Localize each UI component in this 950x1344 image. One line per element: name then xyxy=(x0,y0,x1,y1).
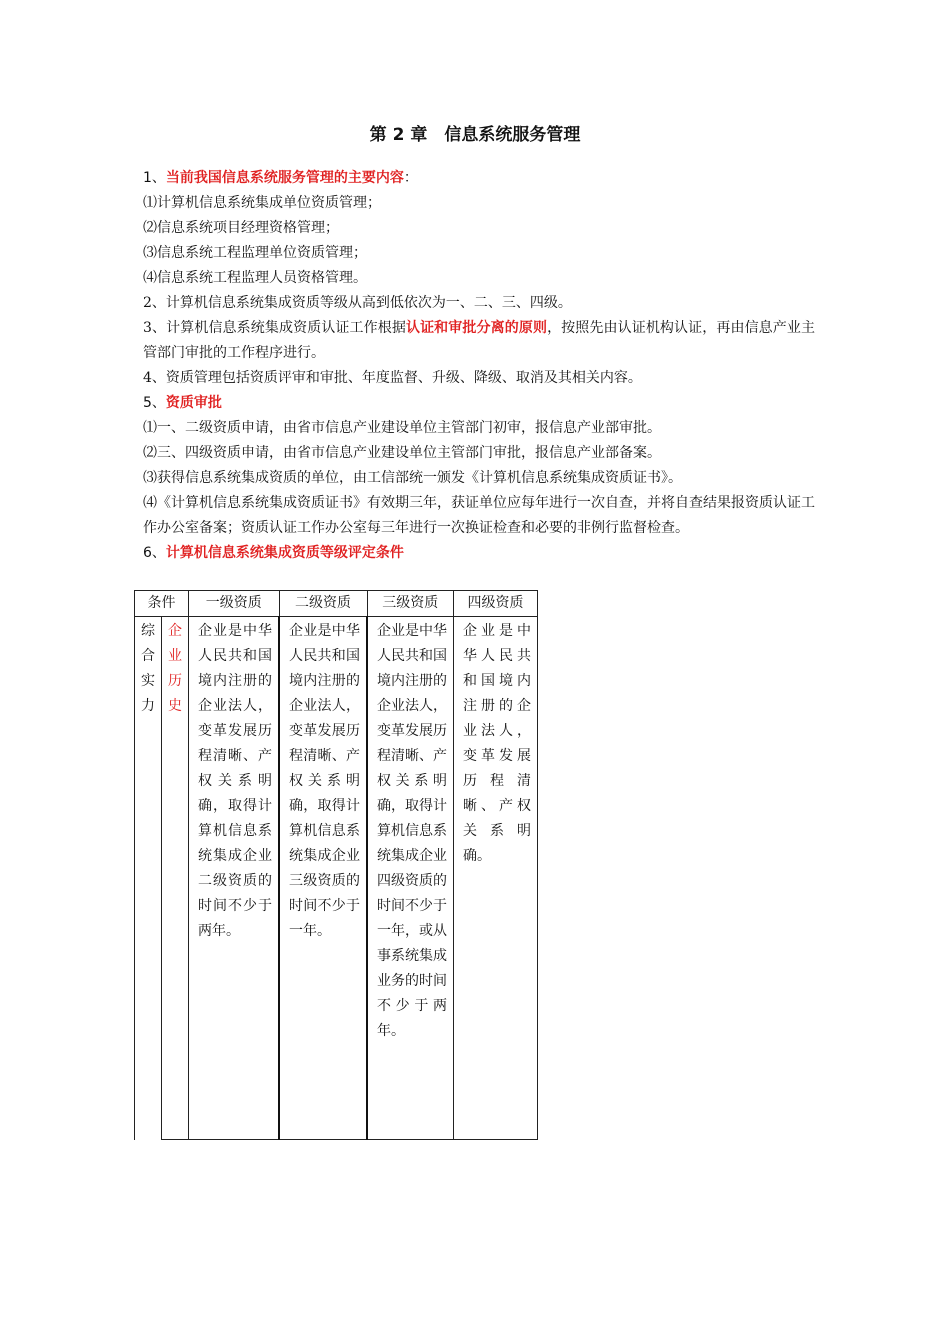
row-category xyxy=(135,617,162,1140)
item-1d: ⑷信息系统工程监理人员资格管理。 xyxy=(143,270,367,286)
item-2: 2、计算机信息系统集成资质等级从高到低依次为一、二、三、四级。 xyxy=(143,295,572,311)
item-number: 5、 xyxy=(143,395,166,411)
item-4: 4、资质管理包括资质评审和审批、年度监督、升级、降级、取消及其相关内容。 xyxy=(143,370,642,386)
item-punct: ： xyxy=(403,170,418,186)
header-level-1: 一级资质 xyxy=(189,591,280,617)
cell-level-2: 企业是中华人民共和国境内注册的企业法人，变革发展历程清晰、产权关系明确，取得计算机信息系统集成企业三级资质的时间不少于一年。 xyxy=(279,617,367,1140)
table-header-row xyxy=(135,591,538,617)
item-3 xyxy=(143,316,815,366)
item-5c: ⑶获得信息系统集成资质的单位，由工信部统一颁发《计算机信息系统集成资质证书》。 xyxy=(143,470,682,486)
row-category-text: 综合实力 xyxy=(141,623,155,714)
item-number: 1、 xyxy=(143,170,166,186)
cell-level-4: 企业是中华人民共和国境内注册的企业法人，变革发展历程清晰、产权关系明确。 xyxy=(454,617,538,1140)
item-6-highlight: 计算机信息系统集成资质等级评定条件 xyxy=(165,545,404,561)
item-5b: ⑵三、四级资质申请，由省市信息产业建设单位主管部门审批，报信息产业部备案。 xyxy=(143,445,661,461)
page-title: 第 2 章 信息系统服务管理 xyxy=(369,125,581,145)
item-5d: ⑷《计算机信息系统集成资质证书》有效期三年，获证单位应每年进行一次自查，并将自查结果报资质认证工作办公室备案；资质认证工作办公室每三年进行一次换证检查和必要的非例行监督检查。 xyxy=(143,495,815,536)
item-1-highlight: 当前我国信息系统服务管理的主要内容 xyxy=(165,170,404,186)
item-number: 6、 xyxy=(143,545,166,561)
document-body xyxy=(143,166,815,566)
item-3-post: ，按照先由认证机构认证，再由信息产业主管部门审批的工作程序进行。 xyxy=(143,320,816,361)
cell-level-3: 企业是中华人民共和国境内注册的企业法人，变革发展历程清晰、产权关系明确，取得计算机信息系统集成企业四级资质的时间不少于一年，或从事系统集成业务的时间不少于两年。 xyxy=(367,617,454,1140)
item-1b: ⑵信息系统项目经理资格管理； xyxy=(143,220,339,236)
item-5a: ⑴一、二级资质申请，由省市信息产业建设单位主管部门初审，报信息产业部审批。 xyxy=(143,420,661,436)
item-1a: ⑴计算机信息系统集成单位资质管理； xyxy=(143,195,381,211)
table-row xyxy=(135,617,538,1140)
item-3-pre: 3、计算机信息系统集成资质认证工作根据 xyxy=(143,320,406,336)
item-6-heading xyxy=(143,541,815,566)
item-5-heading xyxy=(143,391,815,416)
row-subcategory xyxy=(162,617,189,1140)
item-3-highlight: 认证和审批分离的原则 xyxy=(405,320,548,336)
qualification-table xyxy=(134,590,538,1140)
item-1c: ⑶信息系统工程监理单位资质管理； xyxy=(143,245,367,261)
cell-level-1: 企业是中华人民共和国境内注册的企业法人，变革发展历程清晰、产权关系明确，取得计算机信息系统集成企业二级资质的时间不少于两年。 xyxy=(189,617,280,1140)
header-condition: 条件 xyxy=(135,591,189,617)
row-subcategory-text: 企业历史 xyxy=(168,623,182,714)
item-1-heading xyxy=(143,166,815,191)
header-level-2: 二级资质 xyxy=(279,591,367,617)
item-5-highlight: 资质审批 xyxy=(165,395,222,411)
header-level-4: 四级资质 xyxy=(454,591,538,617)
header-level-3: 三级资质 xyxy=(367,591,454,617)
